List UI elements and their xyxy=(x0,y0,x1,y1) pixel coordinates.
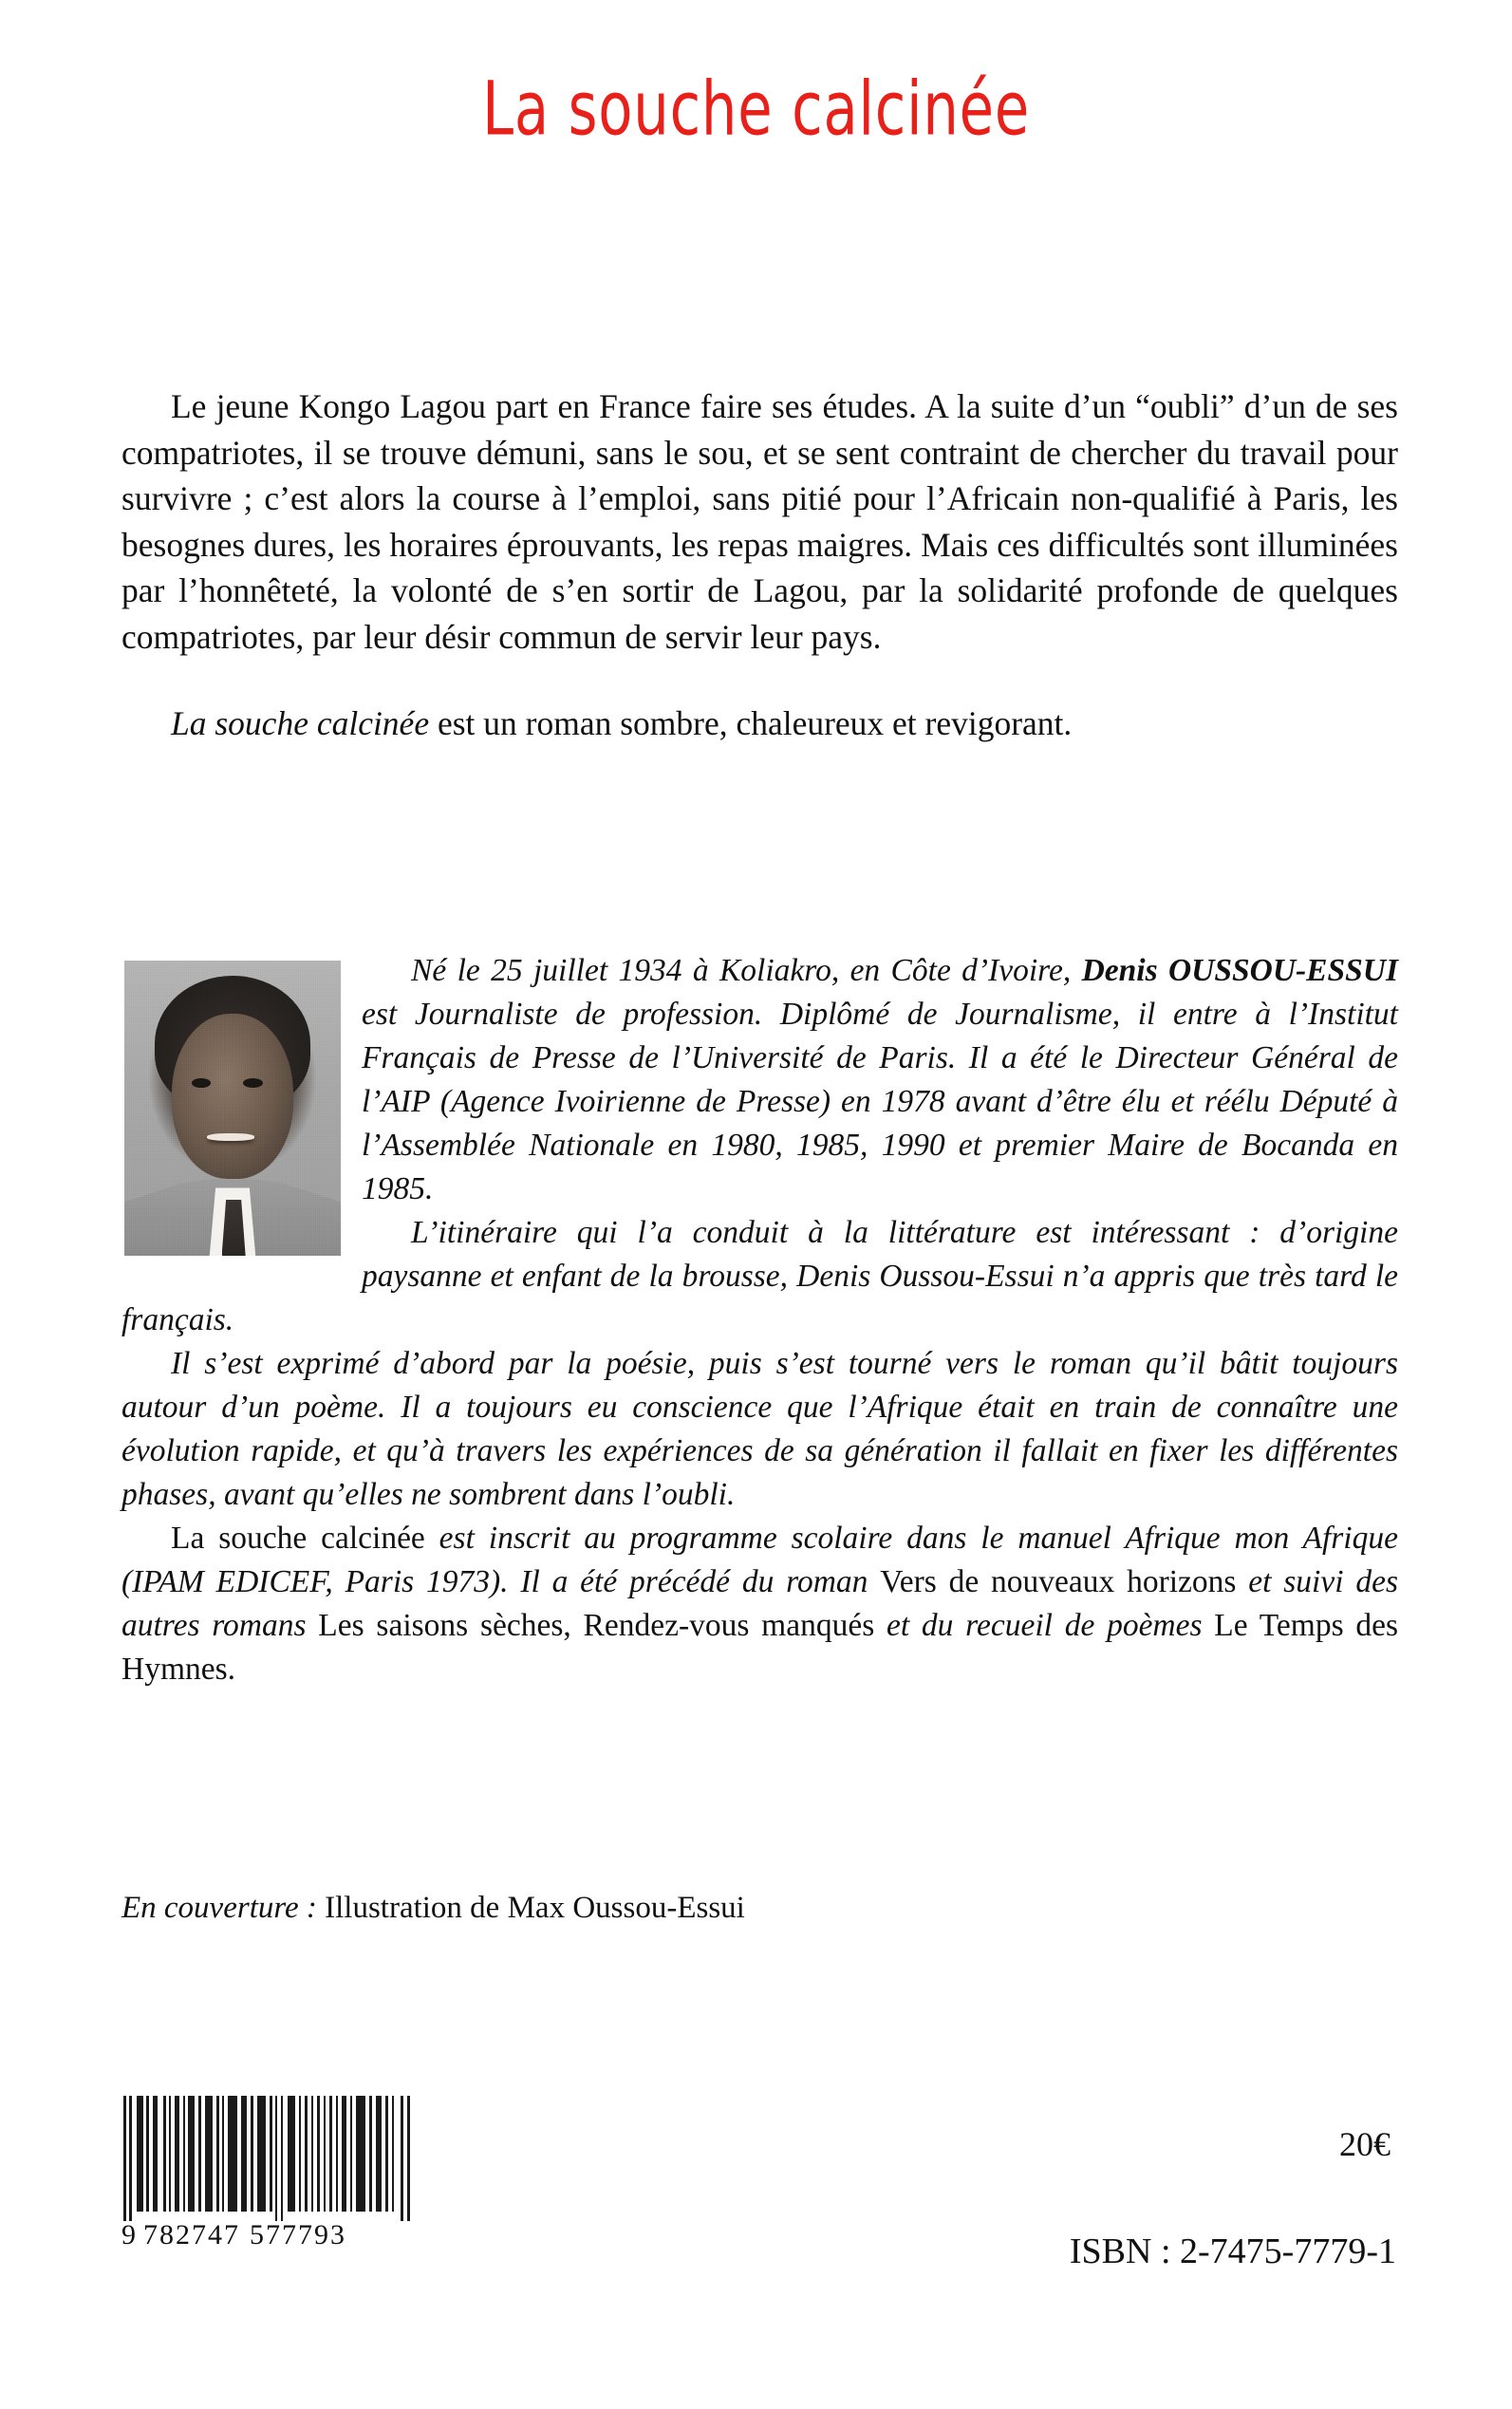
bio-seg-6: et du recueil de poèmes xyxy=(874,1608,1215,1643)
barcode-group-1: 782747 xyxy=(143,2219,240,2250)
barcode-bars xyxy=(121,2096,425,2221)
barcode-lead-digit: 9 xyxy=(121,2219,138,2250)
cover-credit-value: Illustration de Max Oussou-Essui xyxy=(316,1891,745,1925)
bio-titles-other-novels: Les saisons sèches, Rendez-vous manqués xyxy=(318,1608,875,1643)
bio-title-le-temps-des-hymnes: Le Temps des Hymnes. xyxy=(121,1608,1399,1687)
portrait-grain-overlay xyxy=(124,961,341,1256)
isbn-label: ISBN : 2-7475-7779-1 xyxy=(1069,2232,1396,2271)
blurb-paragraph-1: Le jeune Kongo Lagou part en France faire ses études. A la suite d’un “oubli” d’un de ses compatriotes, il se trouve démuni, sans le sou, et se sent contraint de chercher du travail pour survivre ; c’est alors la course à l’emploi, sans pitié pour l’Africain non-qualifié à Paris, les besognes dures, les horaires éprouvants, les repas maigres. Mais ces difficultés sont illuminées par l’honnêteté, la volonté de s’en sortir de Lagou, par la solidarité profonde de quelques compatriotes, par leur désir commun de servir leur pays. xyxy=(121,387,1398,656)
barcode-group-2: 577793 xyxy=(250,2219,346,2250)
cover-illustration-credit xyxy=(121,1887,1355,1929)
cover-credit-label: En couverture : xyxy=(121,1891,317,1925)
title-area xyxy=(0,65,1512,153)
author-bio-paragraph-3: Il s’est exprimé d’abord par la poésie, puis s’est tourné vers le roman qu’il bâtit toujours autour d’un poème. Il a toujours eu conscience que l’Afrique était en train de connaître une évolution rapide, et qu’à travers les expériences de sa génération il fallait en fixer les différentes phases, avant qu’elles ne sombrent dans l’oubli. xyxy=(121,1346,1398,1512)
author-section xyxy=(121,949,1398,1691)
bio-title-la-souche: La souche calcinée xyxy=(171,1521,425,1556)
ean13-barcode xyxy=(121,2096,425,2251)
bio-continuation-text: est Journaliste de profession. Diplômé de Journalisme, il entre à l’Institut Français de Presse de l’Université de Paris. Il a été le Directeur Général de l’AIP (Agence Ivoirienne de Presse) en 1978 avant d’être élu et réélu Député à l’Assemblée Nationale en 1980, 1985, 1990 et premier Maire de Bocanda en 1985. xyxy=(362,997,1398,1206)
barcode-digits xyxy=(121,2219,425,2251)
bio-seg-4: et suivi des autres romans xyxy=(121,1564,1398,1643)
blurb-book-title-italic: La souche calcinée xyxy=(171,704,430,742)
blurb-paragraph-2 xyxy=(121,700,1398,747)
author-name: Denis OUSSOU-ESSUI xyxy=(1081,953,1399,988)
blurb-paragraph-2-rest: est un roman sombre, chaleureux et revigorant. xyxy=(429,704,1073,742)
author-bio-paragraph-4 xyxy=(121,1517,1398,1691)
author-portrait-photo xyxy=(124,961,341,1256)
author-bio-paragraph-2: L’itinéraire qui l’a conduit à la littérature est intéressant : d’origine paysanne et enfant de la brousse, Denis Oussou-Essui n’a appris que très tard le français. xyxy=(121,1215,1398,1337)
bio-intro-text: Né le 25 juillet 1934 à Koliakro, en Côte d’Ivoire, xyxy=(411,953,1082,988)
bio-seg-2: est inscrit au programme scolaire dans le manuel Afrique mon Afrique (IPAM EDICEF, Paris 1973). Il a été précédé du roman xyxy=(121,1521,1398,1599)
price-label: 20€ xyxy=(1339,2125,1391,2163)
bio-title-vers-de-nouveaux-horizons: Vers de nouveaux horizons xyxy=(880,1564,1237,1599)
blurb-section xyxy=(121,383,1398,747)
page-title: La souche calcinée xyxy=(481,65,1030,153)
